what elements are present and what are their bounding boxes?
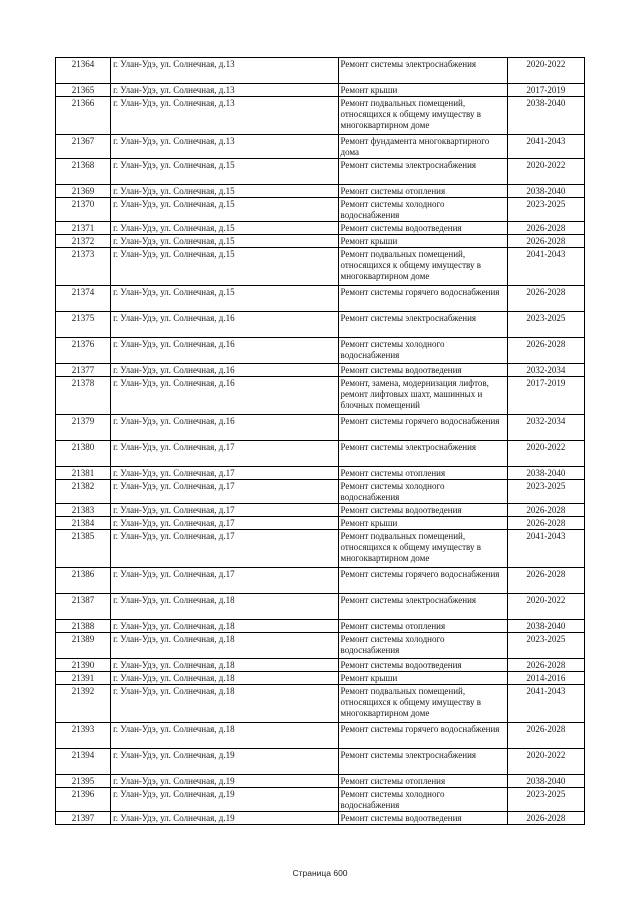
address-cell: г. Улан-Удэ, ул. Солнечная, д.16 bbox=[111, 312, 338, 338]
row-id-cell: 21375 bbox=[56, 312, 111, 338]
table-row bbox=[56, 480, 585, 504]
address-cell: г. Улан-Удэ, ул. Солнечная, д.19 bbox=[111, 812, 338, 825]
work-type-cell: Ремонт фундамента многоквартирного дома bbox=[338, 135, 507, 159]
table-row bbox=[56, 159, 585, 185]
row-id-cell: 21382 bbox=[56, 480, 111, 504]
row-id-cell: 21366 bbox=[56, 97, 111, 135]
table-row bbox=[56, 235, 585, 248]
table-row bbox=[56, 788, 585, 812]
work-type-cell: Ремонт системы холодного водоснабжения bbox=[338, 480, 507, 504]
work-type-cell: Ремонт системы электроснабжения bbox=[338, 159, 507, 185]
table-row bbox=[56, 312, 585, 338]
row-id-cell: 21374 bbox=[56, 286, 111, 312]
period-cell: 2026-2028 bbox=[507, 222, 584, 235]
period-cell: 2041-2043 bbox=[507, 135, 584, 159]
table-row bbox=[56, 659, 585, 672]
period-cell: 2026-2028 bbox=[507, 723, 584, 749]
work-type-cell: Ремонт системы водоотведения bbox=[338, 222, 507, 235]
table-row bbox=[56, 97, 585, 135]
address-cell: г. Улан-Удэ, ул. Солнечная, д.17 bbox=[111, 467, 338, 480]
row-id-cell: 21364 bbox=[56, 58, 111, 84]
period-cell: 2023-2025 bbox=[507, 312, 584, 338]
address-cell: г. Улан-Удэ, ул. Солнечная, д.19 bbox=[111, 749, 338, 775]
row-id-cell: 21371 bbox=[56, 222, 111, 235]
work-type-cell: Ремонт системы электроснабжения bbox=[338, 441, 507, 467]
work-type-cell: Ремонт системы холодного водоснабжения bbox=[338, 788, 507, 812]
work-type-cell: Ремонт системы горячего водоснабжения bbox=[338, 568, 507, 594]
row-id-cell: 21379 bbox=[56, 415, 111, 441]
address-cell: г. Улан-Удэ, ул. Солнечная, д.13 bbox=[111, 135, 338, 159]
page-number: Страница 600 bbox=[292, 868, 348, 878]
table-row bbox=[56, 415, 585, 441]
period-cell: 2032-2034 bbox=[507, 364, 584, 377]
period-cell: 2017-2019 bbox=[507, 84, 584, 97]
table-row bbox=[56, 517, 585, 530]
row-id-cell: 21381 bbox=[56, 467, 111, 480]
period-cell: 2026-2028 bbox=[507, 812, 584, 825]
period-cell: 2020-2022 bbox=[507, 159, 584, 185]
work-type-cell: Ремонт системы горячего водоснабжения bbox=[338, 286, 507, 312]
work-type-cell: Ремонт системы водоотведения bbox=[338, 504, 507, 517]
table-row bbox=[56, 775, 585, 788]
row-id-cell: 21383 bbox=[56, 504, 111, 517]
address-cell: г. Улан-Удэ, ул. Солнечная, д.17 bbox=[111, 441, 338, 467]
address-cell: г. Улан-Удэ, ул. Солнечная, д.18 bbox=[111, 685, 338, 723]
period-cell: 2023-2025 bbox=[507, 198, 584, 222]
period-cell: 2026-2028 bbox=[507, 504, 584, 517]
address-cell: г. Улан-Удэ, ул. Солнечная, д.18 bbox=[111, 620, 338, 633]
table-row bbox=[56, 594, 585, 620]
period-cell: 2038-2040 bbox=[507, 620, 584, 633]
row-id-cell: 21376 bbox=[56, 338, 111, 364]
period-cell: 2020-2022 bbox=[507, 749, 584, 775]
address-cell: г. Улан-Удэ, ул. Солнечная, д.18 bbox=[111, 723, 338, 749]
row-id-cell: 21370 bbox=[56, 198, 111, 222]
address-cell: г. Улан-Удэ, ул. Солнечная, д.18 bbox=[111, 659, 338, 672]
period-cell: 2026-2028 bbox=[507, 568, 584, 594]
row-id-cell: 21391 bbox=[56, 672, 111, 685]
table-row bbox=[56, 222, 585, 235]
work-type-cell: Ремонт системы водоотведения bbox=[338, 812, 507, 825]
address-cell: г. Улан-Удэ, ул. Солнечная, д.19 bbox=[111, 788, 338, 812]
work-type-cell: Ремонт системы горячего водоснабжения bbox=[338, 415, 507, 441]
period-cell: 2020-2022 bbox=[507, 594, 584, 620]
work-type-cell: Ремонт подвальных помещений, относящихся к общему имуществу в многоквартирном доме bbox=[338, 248, 507, 286]
work-type-cell: Ремонт крыши bbox=[338, 84, 507, 97]
period-cell: 2020-2022 bbox=[507, 58, 584, 84]
address-cell: г. Улан-Удэ, ул. Солнечная, д.17 bbox=[111, 517, 338, 530]
row-id-cell: 21387 bbox=[56, 594, 111, 620]
work-type-cell: Ремонт системы отопления bbox=[338, 467, 507, 480]
row-id-cell: 21369 bbox=[56, 185, 111, 198]
address-cell: г. Улан-Удэ, ул. Солнечная, д.17 bbox=[111, 480, 338, 504]
work-type-cell: Ремонт системы электроснабжения bbox=[338, 749, 507, 775]
period-cell: 2038-2040 bbox=[507, 467, 584, 480]
table-row bbox=[56, 248, 585, 286]
period-cell: 2026-2028 bbox=[507, 338, 584, 364]
table-row bbox=[56, 568, 585, 594]
table-row bbox=[56, 685, 585, 723]
address-cell: г. Улан-Удэ, ул. Солнечная, д.16 bbox=[111, 377, 338, 415]
address-cell: г. Улан-Удэ, ул. Солнечная, д.17 bbox=[111, 530, 338, 568]
period-cell: 2023-2025 bbox=[507, 480, 584, 504]
table-row bbox=[56, 364, 585, 377]
address-cell: г. Улан-Удэ, ул. Солнечная, д.15 bbox=[111, 185, 338, 198]
table-row bbox=[56, 633, 585, 659]
work-type-cell: Ремонт системы электроснабжения bbox=[338, 594, 507, 620]
row-id-cell: 21388 bbox=[56, 620, 111, 633]
row-id-cell: 21389 bbox=[56, 633, 111, 659]
row-id-cell: 21380 bbox=[56, 441, 111, 467]
work-type-cell: Ремонт системы отопления bbox=[338, 775, 507, 788]
address-cell: г. Улан-Удэ, ул. Солнечная, д.18 bbox=[111, 672, 338, 685]
work-type-cell: Ремонт, замена, модернизация лифтов, ремонт лифтовых шахт, машинных и блочных помещений bbox=[338, 377, 507, 415]
table-row bbox=[56, 84, 585, 97]
work-type-cell: Ремонт крыши bbox=[338, 517, 507, 530]
period-cell: 2023-2025 bbox=[507, 788, 584, 812]
row-id-cell: 21397 bbox=[56, 812, 111, 825]
period-cell: 2023-2025 bbox=[507, 633, 584, 659]
address-cell: г. Улан-Удэ, ул. Солнечная, д.15 bbox=[111, 235, 338, 248]
row-id-cell: 21378 bbox=[56, 377, 111, 415]
period-cell: 2026-2028 bbox=[507, 659, 584, 672]
row-id-cell: 21384 bbox=[56, 517, 111, 530]
work-type-cell: Ремонт крыши bbox=[338, 235, 507, 248]
address-cell: г. Улан-Удэ, ул. Солнечная, д.18 bbox=[111, 594, 338, 620]
address-cell: г. Улан-Удэ, ул. Солнечная, д.16 bbox=[111, 415, 338, 441]
table-row bbox=[56, 467, 585, 480]
period-cell: 2038-2040 bbox=[507, 97, 584, 135]
row-id-cell: 21372 bbox=[56, 235, 111, 248]
work-type-cell: Ремонт системы холодного водоснабжения bbox=[338, 633, 507, 659]
work-type-cell: Ремонт системы горячего водоснабжения bbox=[338, 723, 507, 749]
period-cell: 2038-2040 bbox=[507, 185, 584, 198]
period-cell: 2020-2022 bbox=[507, 441, 584, 467]
table-row bbox=[56, 812, 585, 825]
period-cell: 2032-2034 bbox=[507, 415, 584, 441]
row-id-cell: 21367 bbox=[56, 135, 111, 159]
address-cell: г. Улан-Удэ, ул. Солнечная, д.16 bbox=[111, 338, 338, 364]
work-type-cell: Ремонт подвальных помещений, относящихся к общему имуществу в многоквартирном доме bbox=[338, 97, 507, 135]
period-cell: 2041-2043 bbox=[507, 685, 584, 723]
table-row bbox=[56, 135, 585, 159]
work-type-cell: Ремонт системы холодного водоснабжения bbox=[338, 198, 507, 222]
address-cell: г. Улан-Удэ, ул. Солнечная, д.15 bbox=[111, 198, 338, 222]
work-type-cell: Ремонт системы отопления bbox=[338, 620, 507, 633]
table-row bbox=[56, 377, 585, 415]
address-cell: г. Улан-Удэ, ул. Солнечная, д.13 bbox=[111, 97, 338, 135]
address-cell: г. Улан-Удэ, ул. Солнечная, д.15 bbox=[111, 286, 338, 312]
row-id-cell: 21392 bbox=[56, 685, 111, 723]
table-row bbox=[56, 530, 585, 568]
address-cell: г. Улан-Удэ, ул. Солнечная, д.17 bbox=[111, 504, 338, 517]
table-body bbox=[56, 58, 585, 825]
period-cell: 2026-2028 bbox=[507, 517, 584, 530]
address-cell: г. Улан-Удэ, ул. Солнечная, д.19 bbox=[111, 775, 338, 788]
work-type-cell: Ремонт системы электроснабжения bbox=[338, 312, 507, 338]
row-id-cell: 21365 bbox=[56, 84, 111, 97]
row-id-cell: 21386 bbox=[56, 568, 111, 594]
row-id-cell: 21390 bbox=[56, 659, 111, 672]
work-type-cell: Ремонт системы водоотведения bbox=[338, 659, 507, 672]
table-row bbox=[56, 198, 585, 222]
work-type-cell: Ремонт подвальных помещений, относящихся к общему имуществу в многоквартирном доме bbox=[338, 685, 507, 723]
row-id-cell: 21377 bbox=[56, 364, 111, 377]
row-id-cell: 21368 bbox=[56, 159, 111, 185]
address-cell: г. Улан-Удэ, ул. Солнечная, д.17 bbox=[111, 568, 338, 594]
row-id-cell: 21394 bbox=[56, 749, 111, 775]
table-row bbox=[56, 749, 585, 775]
period-cell: 2041-2043 bbox=[507, 530, 584, 568]
table-row bbox=[56, 723, 585, 749]
address-cell: г. Улан-Удэ, ул. Солнечная, д.15 bbox=[111, 248, 338, 286]
work-type-cell: Ремонт системы отопления bbox=[338, 185, 507, 198]
period-cell: 2038-2040 bbox=[507, 775, 584, 788]
row-id-cell: 21385 bbox=[56, 530, 111, 568]
row-id-cell: 21393 bbox=[56, 723, 111, 749]
period-cell: 2014-2016 bbox=[507, 672, 584, 685]
period-cell: 2026-2028 bbox=[507, 235, 584, 248]
table-row bbox=[56, 58, 585, 84]
work-type-cell: Ремонт системы водоотведения bbox=[338, 364, 507, 377]
address-cell: г. Улан-Удэ, ул. Солнечная, д.13 bbox=[111, 58, 338, 84]
table-row bbox=[56, 185, 585, 198]
period-cell: 2017-2019 bbox=[507, 377, 584, 415]
row-id-cell: 21373 bbox=[56, 248, 111, 286]
table-row bbox=[56, 672, 585, 685]
period-cell: 2041-2043 bbox=[507, 248, 584, 286]
table-row bbox=[56, 504, 585, 517]
row-id-cell: 21396 bbox=[56, 788, 111, 812]
row-id-cell: 21395 bbox=[56, 775, 111, 788]
work-type-cell: Ремонт системы электроснабжения bbox=[338, 58, 507, 84]
work-type-cell: Ремонт подвальных помещений, относящихся к общему имуществу в многоквартирном доме bbox=[338, 530, 507, 568]
address-cell: г. Улан-Удэ, ул. Солнечная, д.15 bbox=[111, 222, 338, 235]
period-cell: 2026-2028 bbox=[507, 286, 584, 312]
table-row bbox=[56, 620, 585, 633]
work-type-cell: Ремонт крыши bbox=[338, 672, 507, 685]
table-row bbox=[56, 286, 585, 312]
address-cell: г. Улан-Удэ, ул. Солнечная, д.18 bbox=[111, 633, 338, 659]
address-cell: г. Улан-Удэ, ул. Солнечная, д.13 bbox=[111, 84, 338, 97]
repair-schedule-table bbox=[55, 57, 585, 825]
address-cell: г. Улан-Удэ, ул. Солнечная, д.16 bbox=[111, 364, 338, 377]
work-type-cell: Ремонт системы холодного водоснабжения bbox=[338, 338, 507, 364]
address-cell: г. Улан-Удэ, ул. Солнечная, д.15 bbox=[111, 159, 338, 185]
table-row bbox=[56, 338, 585, 364]
table-row bbox=[56, 441, 585, 467]
